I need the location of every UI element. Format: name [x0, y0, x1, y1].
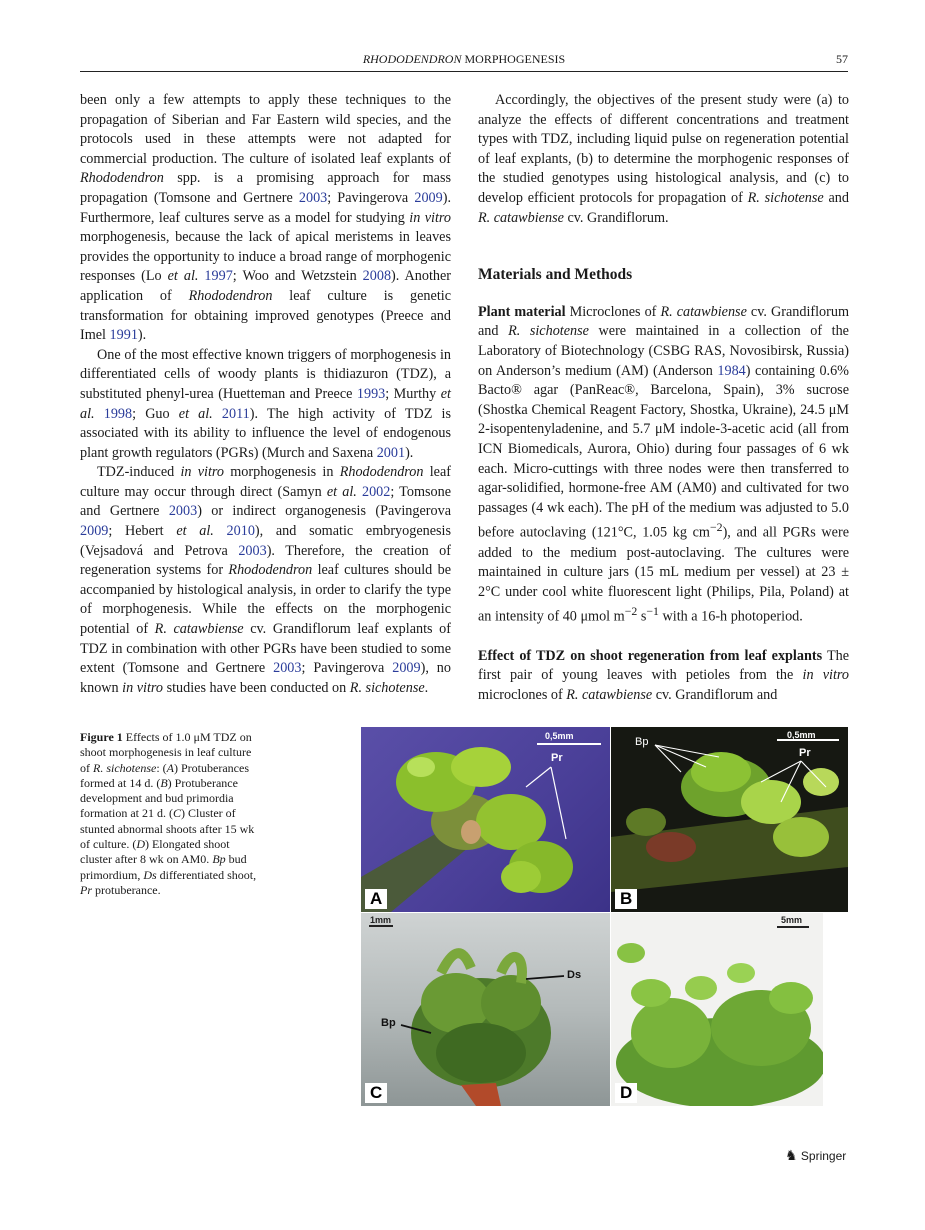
- paragraph: Accordingly, the objectives of the present study were (a) to analyze the effects of different concentrations and treatment types with TDZ, including liquid pulse on regeneration potential of leaf explants, (b) to determine the morphogenic responses of the studied genotypes using histological analysis, and (c) to develop efficient protocols for propagation of R. sichotense and R. catawbiense cv. Grandiflorum.: [478, 92, 849, 226]
- citation-link[interactable]: 2003: [238, 542, 267, 559]
- citation-link[interactable]: 2011: [221, 405, 250, 422]
- citation-link[interactable]: 2002: [361, 483, 391, 500]
- citation-link[interactable]: 2009: [392, 660, 421, 677]
- panel-letter: C: [365, 1083, 387, 1103]
- section-heading: Materials and Methods: [478, 266, 633, 284]
- panel-letter: D: [615, 1083, 637, 1103]
- label-bud-primordium: Bp: [635, 736, 649, 748]
- page-number: 57: [836, 52, 848, 66]
- citation-link[interactable]: 1997: [204, 268, 233, 285]
- citation-link[interactable]: 2009: [80, 523, 109, 540]
- paragraph: TDZ-induced in vitro morphogenesis in Rhododendron leaf culture may occur through direct (Samyn et al. 2002; Tomsone and Gertnere 2003) or indirect organogenesis (Pavingerova 2009; Hebert et al. 2010), and somatic embryogenesis (Vejsadová and Petrova 2003). Therefore, the creation of regeneration systems for Rhododendron leaf cultures should be accompanied by histological analysis, in order to clarify the type of morphogenesis. While the effects on the morphogenic potential of R. catawbiense cv. Grandiflorum leaf explants of TDZ in combination with other PGRs have been studied to some extent (Tomsone and Gertnere 2003; Pavingerova 2009), no known in vitro studies have been conducted on R. sichotense.: [80, 464, 452, 696]
- scale-label: 0,5mm: [545, 731, 574, 741]
- right-column: [478, 91, 849, 706]
- paragraph: Plant material Microclones of R. catawbiense cv. Grandiflorum and R. sichotense were maintained in a collection of the Laboratory of Biotechnology (CSBG RAS, Novosibirsk, Russia) on Anderson’s medium (AM) (Anderson 1984) containing 0.6% Bacto® agar (PanReac®, Barcelona, Spain), 3% sucrose (Shostka Chemical Reagent Factory, Shostka, Ukraine), 24.5 μM 2-isopentenyladenine, and 5.7 μM indole-3-acetic acid (all from ICN Biomedicals, Aurora, Ohio) during four passages of 6 wk each. Micro-cuttings with three nodes were then transferred to agar-solidified, hormone-free AM (AM0) and cultivated for two passages (4 wk each). The pH of the medium was adjusted to 5.0 before autoclaving (121°C, 1.05 kg $cm^{-2}$), and all PGRs were added to the medium post-autoclaving. The cultures were maintained in culture jars (15 mL medium per vessel) at 23 ± 2°C under cool white fluorescent light (Philips, Pila, Poland) at an intensity of 40 μmol $m^{-2}$ $s^{-1}$ with a 16-h photoperiod.: [478, 303, 849, 626]
- citation-link[interactable]: 2003: [273, 660, 302, 677]
- panel-a: [361, 727, 610, 912]
- paragraph: Effect of TDZ on shoot regeneration from leaf explants The first pair of young leaves with petioles from the in vitro microclones of R. catawbiense cv. Grandiflorum and: [478, 647, 849, 703]
- citation-link[interactable]: 1991: [109, 327, 138, 344]
- panel-b: [611, 727, 848, 912]
- citation-link[interactable]: 1998: [103, 405, 133, 422]
- scale-label: 0,5mm: [787, 730, 816, 740]
- panel-c: [361, 913, 610, 1106]
- scale-label: 5mm: [781, 915, 803, 925]
- pointer-lines: [361, 913, 610, 1106]
- scale-label: 1mm: [370, 915, 392, 925]
- pointer-lines: [611, 727, 848, 912]
- left-column: [80, 91, 451, 698]
- panel-d: [611, 913, 823, 1106]
- panel-d-photo: [611, 913, 823, 1106]
- paragraph: been only a few attempts to apply these techniques to the propagation of Siberian and Far Eastern wild species, and the protocols used in these attempts were not adapted for commercial production. The culture of isolated leaf explants of Rhododendron spp. is a promising approach for mass propagation (Tomsone and Gertnere 2003; Pavingerova 2009). Furthermore, leaf cultures serve as a model for studying in vitro morphogenesis, because the lack of apical meristems in leaves provides the opportunity to induce a broad range of morphogenic responses (Lo et al. 1997; Woo and Wetzstein 2008). Another application of Rhododendron leaf culture is genetic transformation for obtaining improved genotypes (Preece and Imel 1991).: [80, 92, 452, 344]
- citation-link[interactable]: 2009: [414, 189, 443, 206]
- citation-link[interactable]: 2001: [376, 444, 406, 461]
- pointer-lines: [361, 727, 610, 912]
- figure-1: [361, 727, 848, 1106]
- citation-link[interactable]: 2003: [298, 189, 328, 206]
- paragraph: One of the most effective known triggers of morphogenesis in differentiated cells of woody plants is thidiazuron (TDZ), a substituted phenyl-urea (Huetteman and Preece 1993; Murthy et al. 1998; Guo et al. 2011). The high activity of TDZ is associated with its ability to influence the level of endogenous plant growth regulators (PGRs) (Murch and Saxena 2001).: [80, 346, 452, 461]
- citation-link[interactable]: 1984: [717, 362, 746, 379]
- citation-link[interactable]: 2003: [168, 503, 198, 520]
- label-differentiated-shoot: Ds: [567, 969, 582, 981]
- running-title: RHODODENDRON MORPHOGENESIS: [362, 52, 566, 66]
- citation-link[interactable]: 1993: [356, 385, 386, 402]
- citation-link[interactable]: 2008: [362, 268, 392, 285]
- label-bud-primordium: Bp: [381, 1017, 396, 1029]
- publisher-footer: [785, 1147, 846, 1164]
- panel-letter: A: [365, 889, 387, 909]
- label-protuberance: Pr: [551, 752, 563, 764]
- running-header: [80, 51, 848, 72]
- panel-letter: B: [615, 889, 637, 909]
- publisher-name: Springer: [800, 1149, 847, 1163]
- label-protuberance: Pr: [799, 747, 811, 759]
- citation-link[interactable]: 2010: [226, 523, 255, 540]
- figure-caption: Figure 1 Effects of 1.0 μM TDZ on shoot morphogenesis in leaf culture of R. sichotense: (A) Protuberances formed at 14 d. (B) Protuberance development and bud primordia formation at 21 d. (C) Cluster of stunted abnormal shoots after 15 wk of culture. (D) Elongated shoot cluster after 8 wk on AM0. Bp bud primordium, Ds differentiated shoot, Pr protuberance.: [80, 730, 257, 897]
- scale-bar: [777, 926, 809, 928]
- springer-horse-icon: ♞: [785, 1147, 798, 1163]
